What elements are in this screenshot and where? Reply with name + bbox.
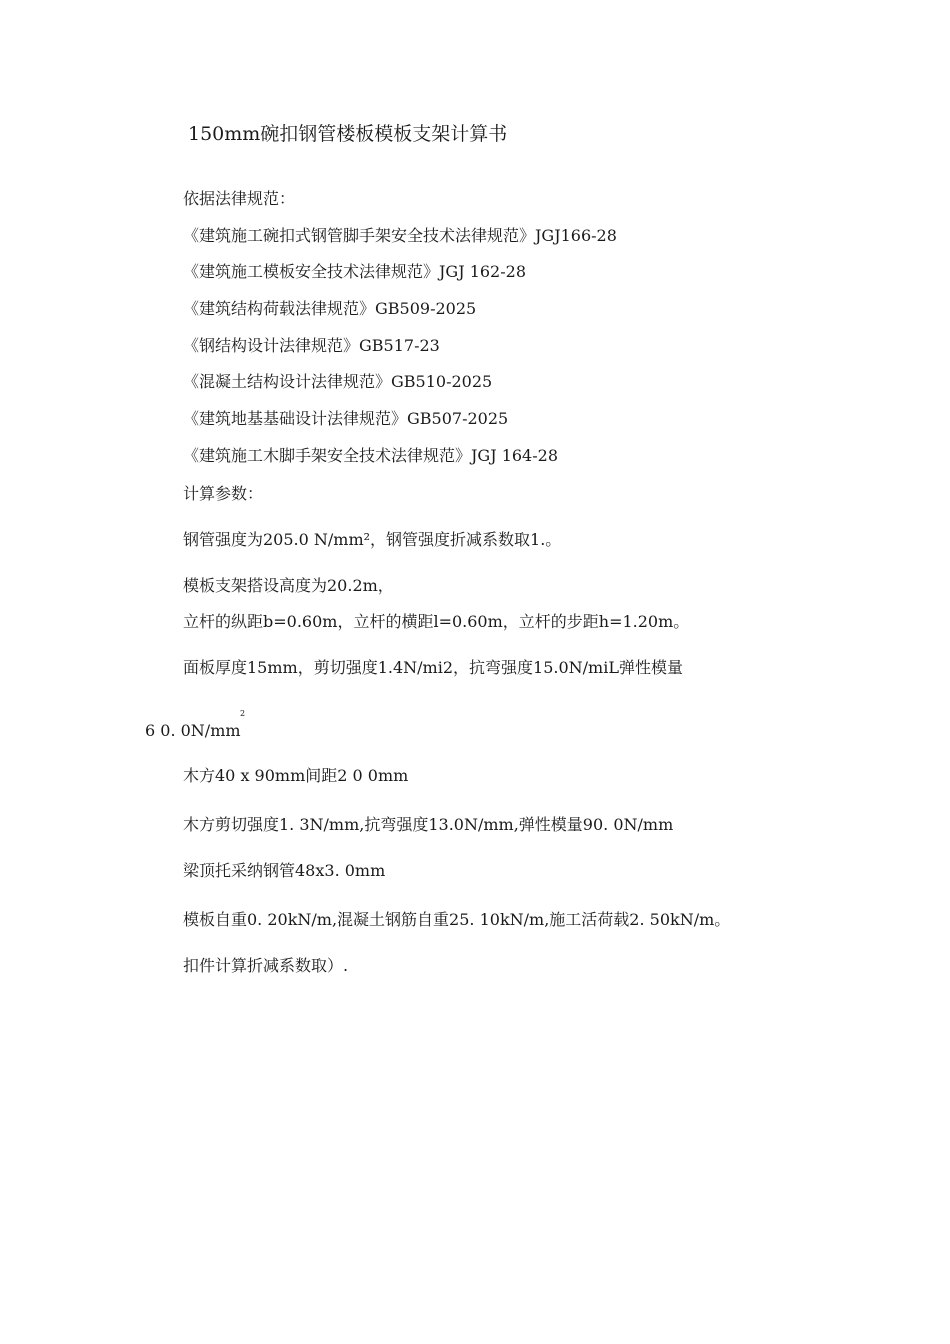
reference-item: 《建筑施工木脚手架安全技术法律规范》JGJ 164-28 [183,446,559,465]
param-height: 模板支架搭设高度为20.2m， [183,576,394,595]
superscript: 2 [240,709,246,718]
reference-item: 《建筑地基基础设计法律规范》GB507-2025 [183,409,509,428]
param-timber-strength: 木方剪切强度1. 3N/mm,抗弯强度13.0N/mm,弹性模量90. 0N/mm [183,815,674,834]
param-timber-size: 木方40 x 90mm间距2 0 0mm [183,766,409,785]
reference-item: 《混凝土结构设计法律规范》GB510-2025 [183,372,493,391]
basis-heading: 依据法律规范： [183,189,296,208]
document-title: 150mm碗扣钢管楼板模板支架计算书 [188,123,508,145]
param-steel-strength: 钢管强度为205.0 N/mm²，钢管强度折减系数取1.。 [183,530,562,549]
param-beam-top: 梁顶托采纳钢管48x3. 0mm [183,861,386,880]
param-panel: 面板厚度15mm，剪切强度1.4N/mi2，抗弯强度15.0N/miL弹性模量 [183,658,683,677]
param-fastener: 扣件计算折减系数取）. [183,956,349,975]
reference-item: 《建筑施工碗扣式钢管脚手架安全技术法律规范》JGJ166-28 [183,226,617,245]
params-heading: 计算参数： [183,484,264,503]
reference-item: 《建筑施工模板安全技术法律规范》JGJ 162-28 [183,262,527,281]
reference-item: 《建筑结构荷载法律规范》GB509-2025 [183,299,477,318]
reference-item: 《钢结构设计法律规范》GB517-23 [183,336,440,355]
param-spacing: 立杆的纵距b=0.60m，立杆的横距l=0.60m，立杆的步距h=1.20m。 [183,612,690,631]
param-panel-modulus: 6 0. 0N/mm [145,721,241,740]
param-loads: 模板自重0. 20kN/m,混凝土钢筋自重25. 10kN/m,施工活荷载2. 50kN/m。 [183,910,731,929]
